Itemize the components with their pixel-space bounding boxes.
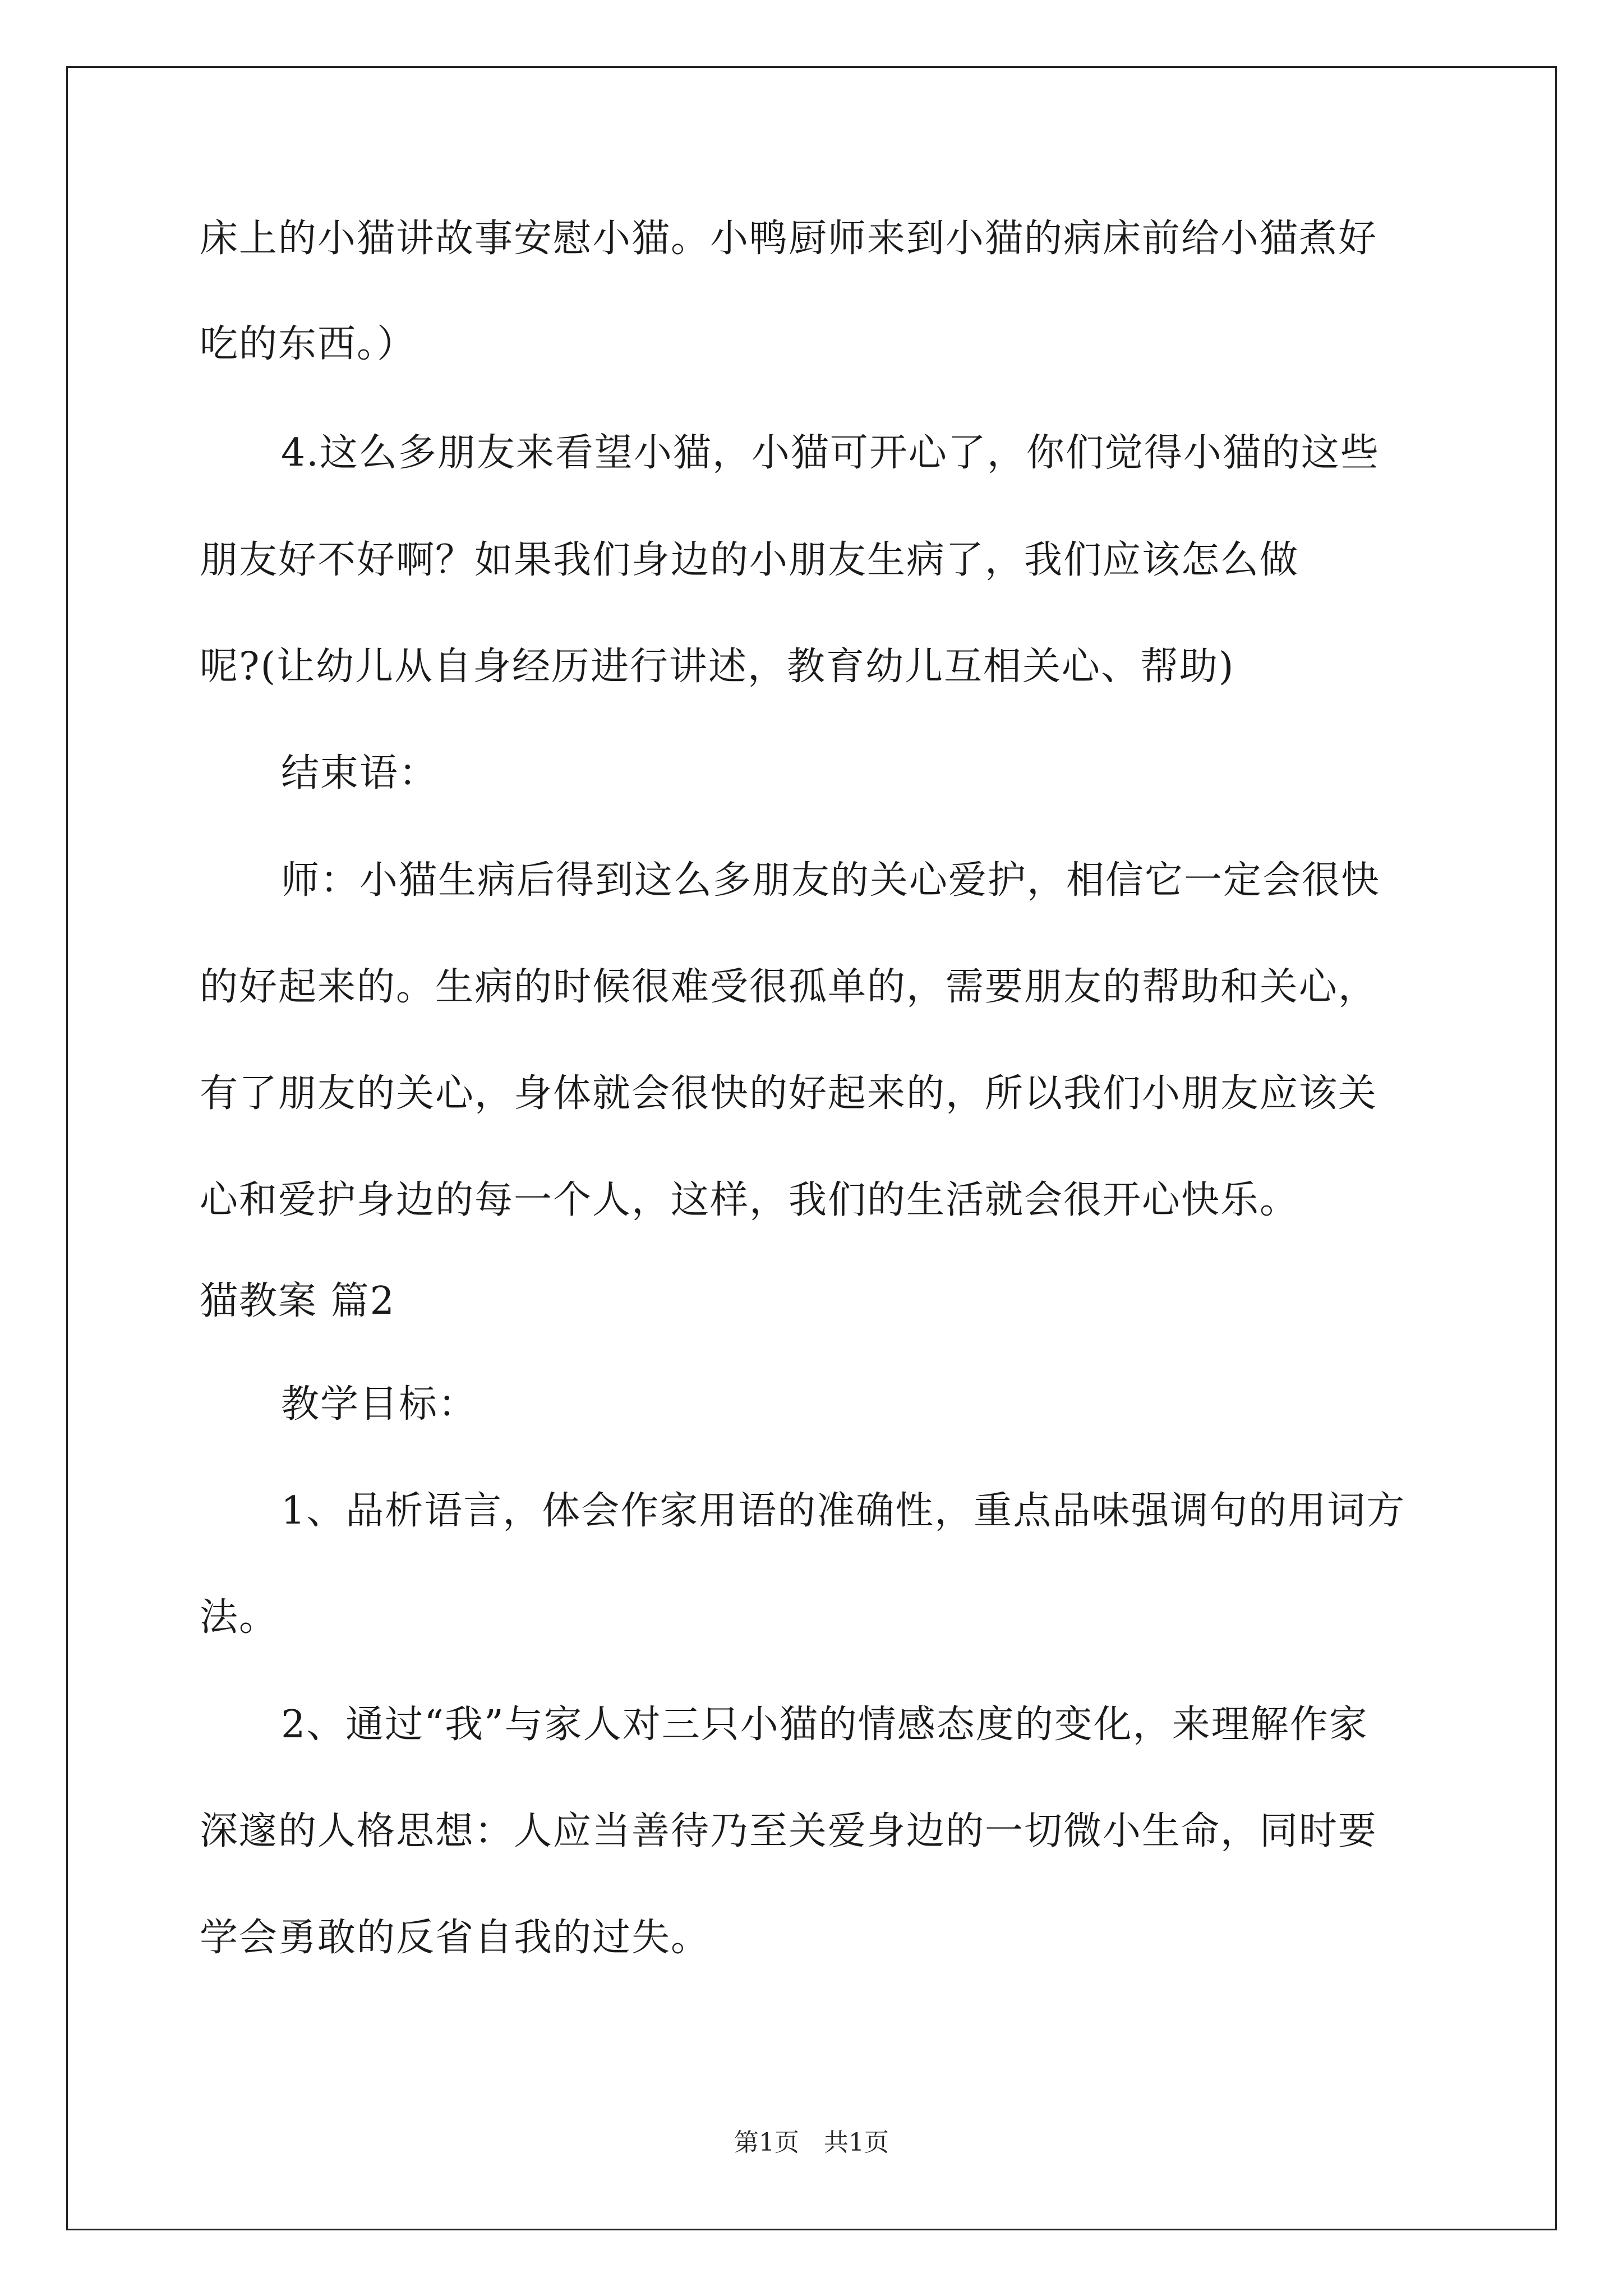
- paragraph-line: 法。: [200, 1595, 279, 1640]
- paragraph-line: 床上的小猫讲故事安慰小猫。小鸭厨师来到小猫的病床前给小猫煮好: [200, 217, 1378, 261]
- section-label: 教学目标：: [281, 1382, 478, 1427]
- paragraph-line: 有了朋友的关心，身体就会很快的好起来的，所以我们小朋友应该关: [200, 1071, 1378, 1116]
- page-footer: 第1页 共1页: [734, 2128, 889, 2157]
- paragraph-line: 的好起来的。生病的时候很难受很孤单的，需要朋友的帮助和关心，: [200, 965, 1378, 1009]
- section-label: 结束语：: [281, 751, 439, 795]
- paragraph-line: 学会勇敢的反省自我的过失。: [200, 1916, 711, 1960]
- section-heading: 猫教案 篇2: [200, 1279, 395, 1323]
- paragraph-line: 2、通过“我”与家人对三只小猫的情感态度的变化，来理解作家: [281, 1703, 1368, 1747]
- paragraph-line: 1、品析语言，体会作家用语的准确性，重点品味强调句的用词方: [281, 1489, 1406, 1533]
- paragraph-line: 4.这么多朋友来看望小猫，小猫可开心了，你们觉得小猫的这些: [281, 431, 1380, 475]
- paragraph-line: 朋友好不好啊？如果我们身边的小朋友生病了，我们应该怎么做: [200, 538, 1299, 582]
- paragraph-line: 心和爱护身边的每一个人，这样，我们的生活就会很开心快乐。: [200, 1178, 1299, 1222]
- paragraph-line: 呢?(让幼儿从自身经历进行讲述，教育幼儿互相关心、帮助): [200, 645, 1235, 689]
- paragraph-line: 吃的东西。）: [200, 322, 417, 366]
- paragraph-line: 深邃的人格思想：人应当善待乃至关爱身边的一切微小生命，同时要: [200, 1809, 1378, 1853]
- paragraph-line: 师：小猫生病后得到这么多朋友的关心爱护，相信它一定会很快: [281, 858, 1381, 903]
- page-border: [66, 66, 1557, 2230]
